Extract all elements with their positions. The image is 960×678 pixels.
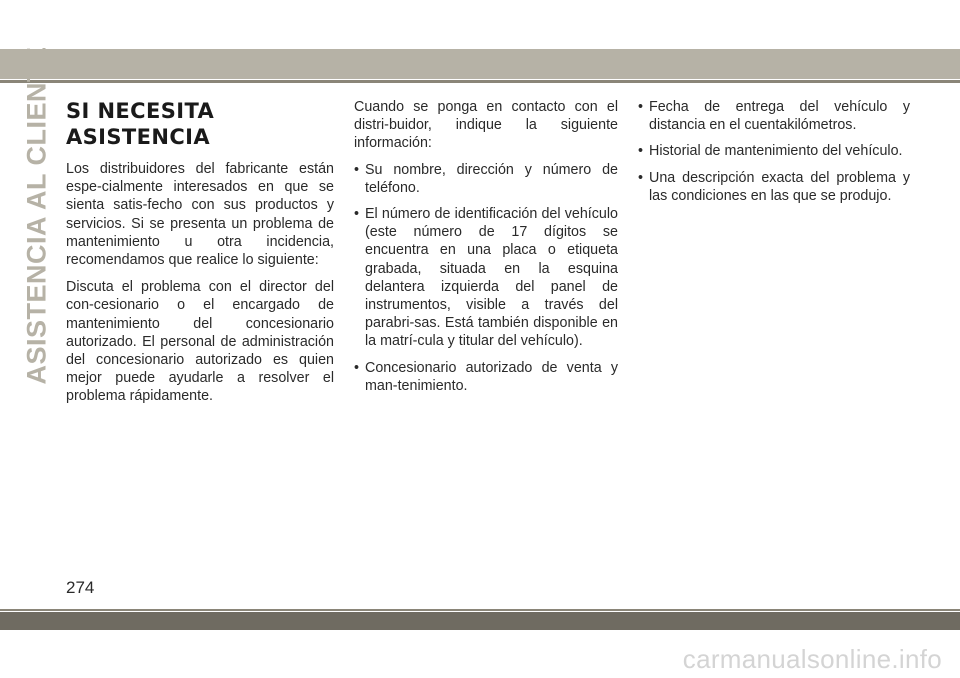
paragraph-intro: Los distribuidores del fabricante están espe-cialmente interesados en que se sienta satis-fecho con sus productos y servicios. Si se presenta un problema de mantenimiento u otra incidencia, recomendamos que realice lo siguiente: (66, 161, 334, 269)
column-3 (638, 98, 910, 213)
bullet-mark: • (638, 143, 644, 160)
column-1 (66, 98, 334, 415)
column-2 (354, 98, 618, 403)
list-item-text: El número de identificación del vehículo (este número de 17 dígitos se encuentra en una placa o etiqueta grabada, situada en la esquina delantera izquierda del panel de instrumentos, visible a través del parabri-sas. Está también disponible en la matrí-cula y titular del vehículo). (365, 206, 618, 350)
footer-rule (0, 609, 960, 611)
bullet-mark: • (638, 169, 644, 186)
list-item-text: Su nombre, dirección y número de teléfono. (365, 161, 618, 196)
list-item (354, 359, 618, 395)
list-item (638, 169, 910, 205)
paragraph-discuss: Discuta el problema con el director del con-cesionario o el encargado de mantenimiento del concesionario autorizado. El personal de administración del concesionario autorizado es quien mejor puede ayudarle a resolver el problema rápidamente. (66, 279, 334, 405)
list-item-text: Fecha de entrega del vehículo y distancia en el cuentakilómetros. (649, 99, 910, 134)
header-band (0, 49, 960, 79)
section-side-tab (21, 45, 52, 385)
bullet-mark: • (354, 161, 360, 178)
list-item-text: Concesionario autorizado de venta y man-tenimiento. (365, 359, 618, 394)
bullet-mark: • (354, 206, 360, 223)
list-item-text: Historial de mantenimiento del vehículo. (649, 143, 903, 160)
section-side-tab-label: ASISTENCIA AL CLIENTE (21, 45, 52, 385)
list-item (638, 98, 910, 134)
list-item (354, 161, 618, 197)
page-title: SI NECESITA ASISTENCIA (66, 99, 215, 149)
paragraph-contact: Cuando se ponga en contacto con el distri-buidor, indique la siguiente información: (354, 99, 618, 152)
list-item (638, 142, 910, 160)
bullet-mark: • (354, 359, 360, 376)
watermark: carmanualsonline.info (682, 644, 942, 674)
list-item (354, 205, 618, 351)
header-rule (0, 80, 960, 83)
list-item-text: Una descripción exacta del problema y las condiciones en las que se produjo. (649, 169, 910, 204)
bullet-mark: • (638, 99, 644, 115)
footer-band (0, 612, 960, 630)
page-number: 274 (66, 578, 95, 597)
